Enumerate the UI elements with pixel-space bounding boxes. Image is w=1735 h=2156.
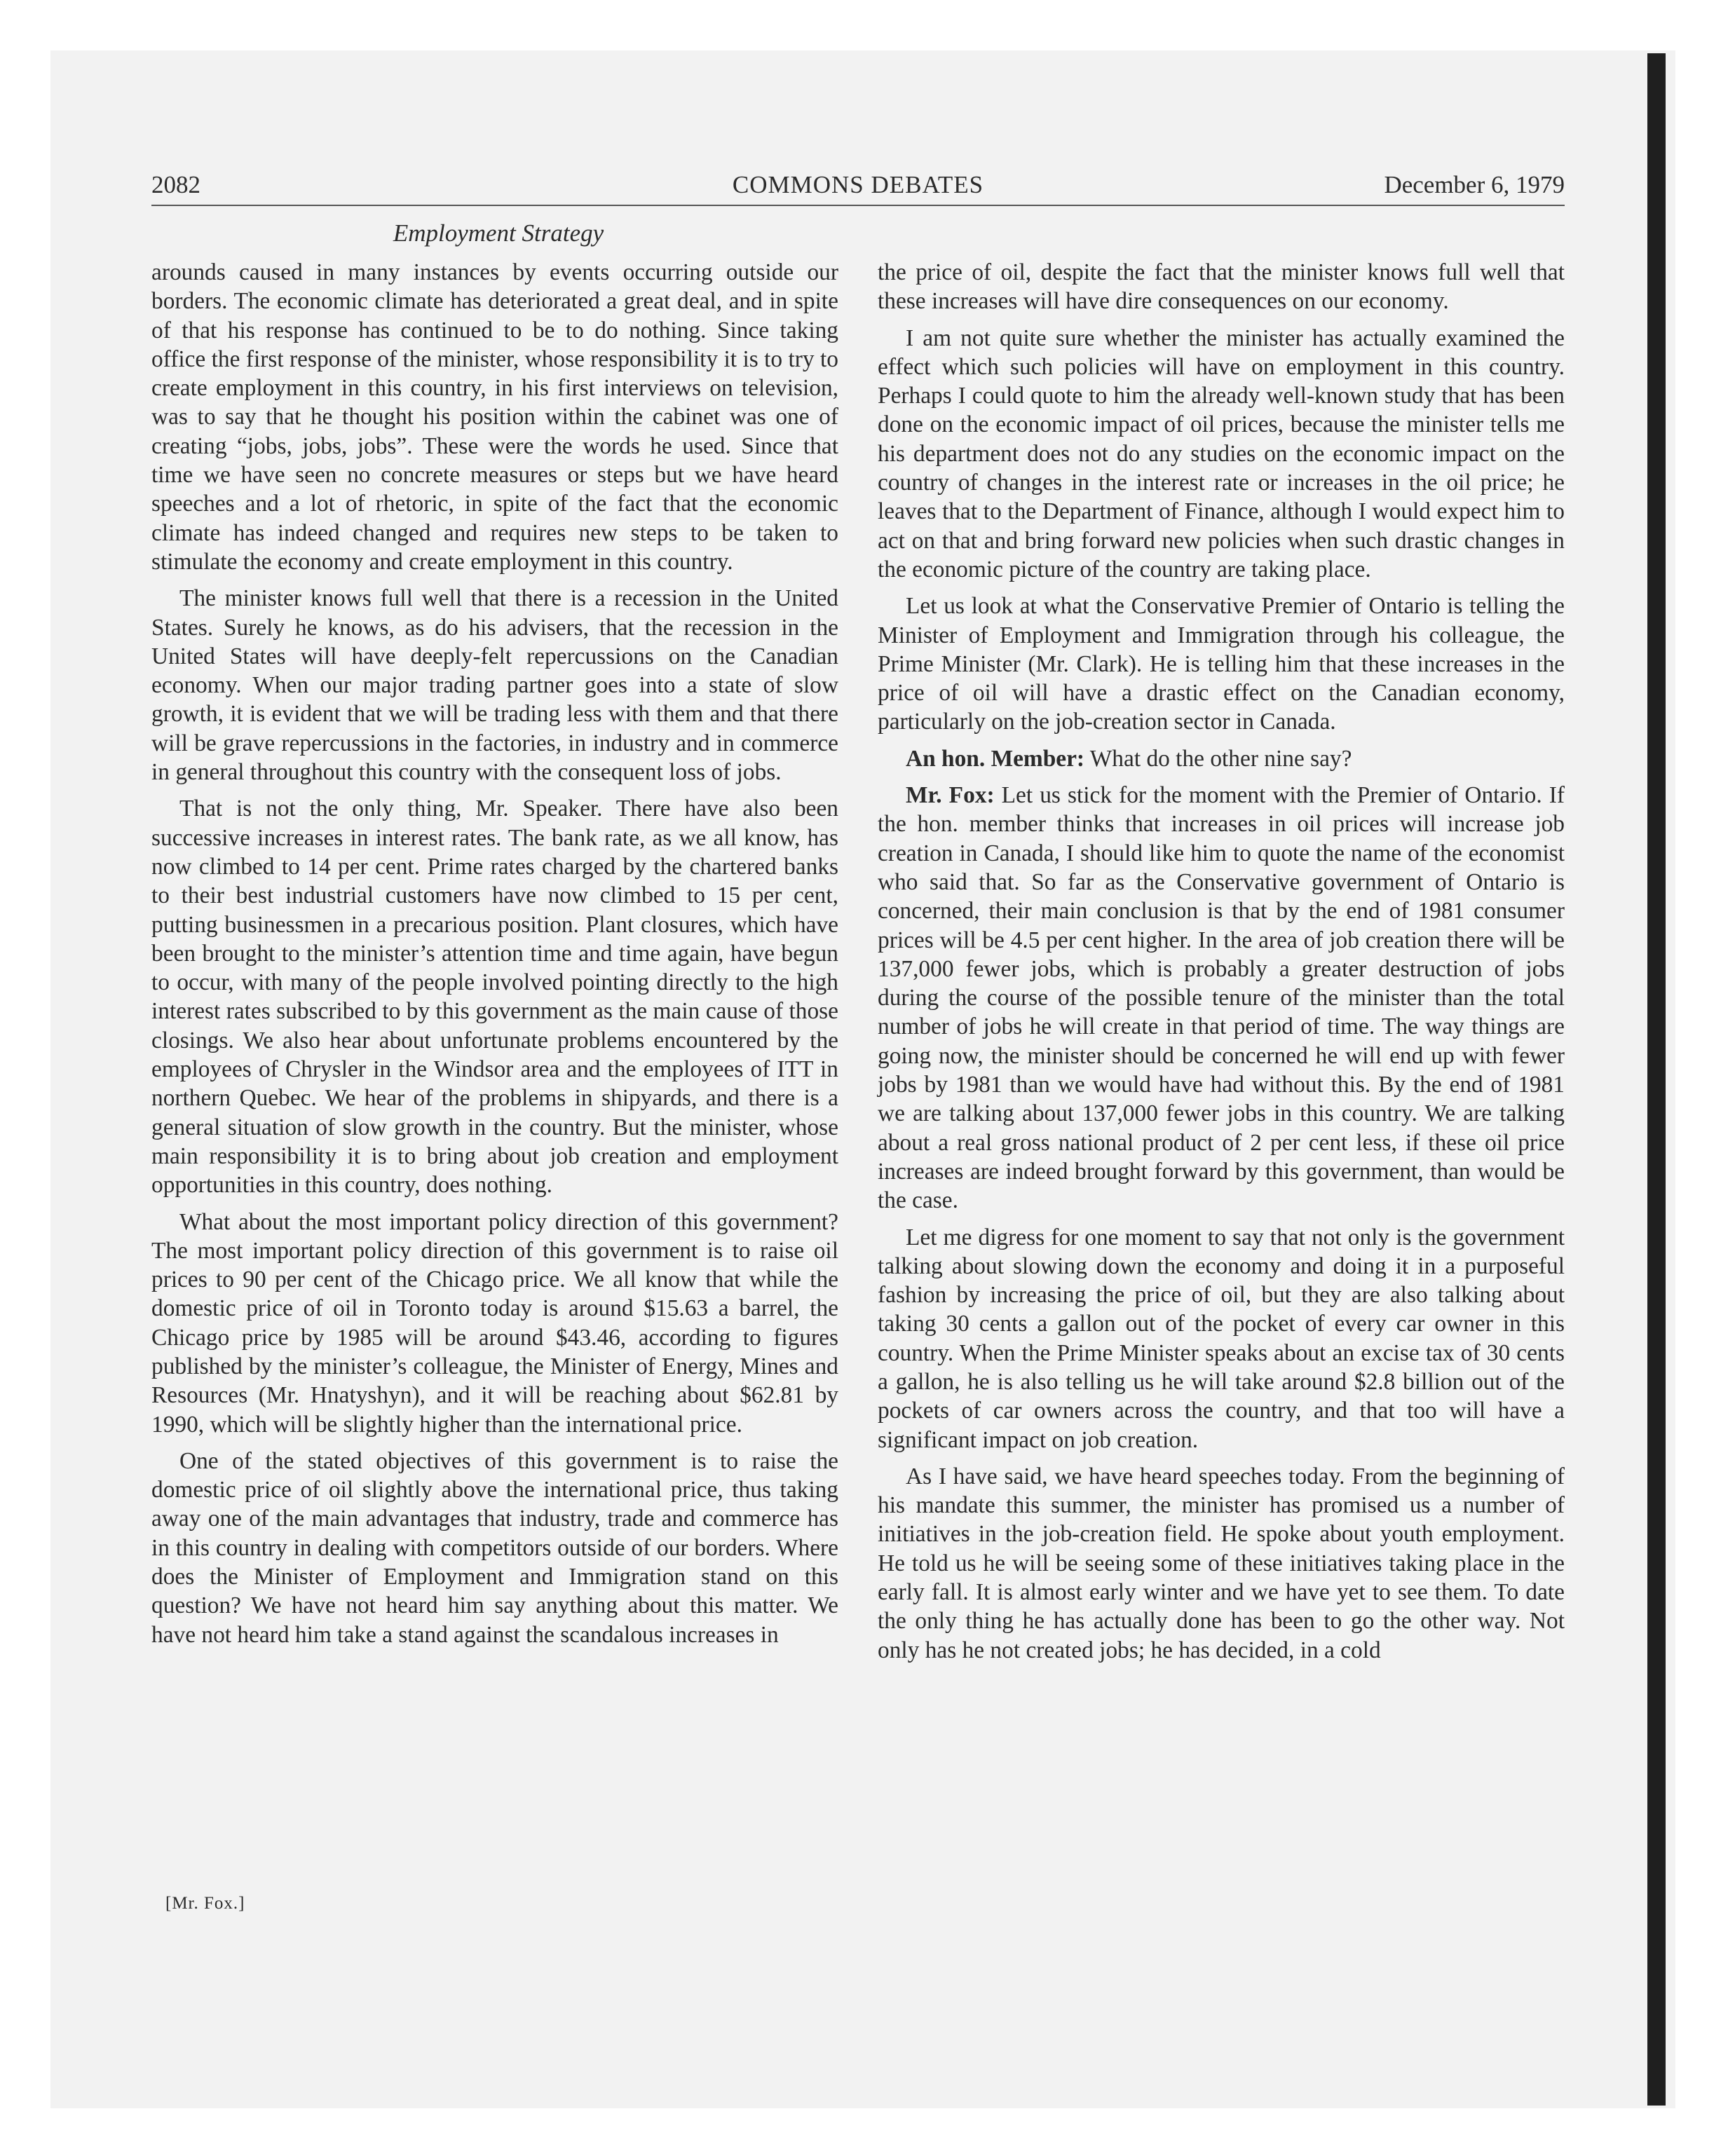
paragraph: the price of oil, despite the fact that the minister knows full well that these increases will have dire consequences on our economy.	[878, 259, 1565, 315]
left-column	[151, 258, 838, 1657]
speaker-name: An hon. Member:	[906, 745, 1085, 772]
page-number: 2082	[151, 171, 200, 198]
paragraph: What about the most important policy direction of this government? The most important policy direction of this government is to raise oil prices to 90 per cent of the Chicago price. We all know that while the domestic price of oil in Toronto today is around $15.63 a barrel, the Chicago price by 1985 will be around $43.46, according to figures published by the minister’s colleague, the Minister of Energy, Mines and Resources (Mr. Hnatyshyn), and it will be reaching about $62.81 by 1990, which will be slightly higher than the international price.	[151, 1208, 838, 1438]
speaker-name: Mr. Fox:	[906, 782, 995, 809]
page-header	[151, 167, 1565, 203]
paragraph: arounds caused in many instances by events occurring outside our borders. The economic climate has deteriorated a great deal, and in spite of that his response has continued to be to do nothing. Since taking office the first response of the minister, whose responsibility it is to try to create employment in this country, in his first interviews on television, was to say that he thought his position within the cabinet was one of creating “jobs, jobs, jobs”. These were the words he used. Since that time we have seen no concrete measures or steps but we have heard speeches and a lot of rhetoric, in spite of the fact that the economic climate has indeed changed and requires new steps to be taken to stimulate the economy and create employment in this country.	[151, 259, 838, 575]
speech-paragraph	[878, 781, 1565, 1215]
paragraph: Let me digress for one moment to say that not only is the government talking about slowing down the economy and doing it in a purposeful fashion by increasing the price of oil, but they are also talking about taking 30 cents a gallon out of the pocket of every car owner in this country. When the Prime Minister speaks about an excise tax of 30 cents a gallon, he is also telling us he will take around $2.8 billion out of the pockets of car owners across the country, and that too will have a significant impact on job creation.	[878, 1224, 1565, 1453]
right-column	[878, 258, 1565, 1672]
paragraph: That is not the only thing, Mr. Speaker. There have also been successive increases in interest rates. The bank rate, as we all know, has now climbed to 14 per cent. Prime rates charged by the chartered banks to their best industrial customers have now climbed to 15 per cent, putting businessmen in a precarious position. Plant closures, which have been brought to the minister’s attention time and time again, have begun to occur, with many of the people involved pointing directly to the high interest rates subscribed to by this government as the main cause of those closings. We also hear about unfortunate problems encountered by the employees of Chrysler in the Windsor area and the employees of ITT in northern Quebec. We hear of the problems in shipyards, and there is a general situation of slow growth in the country. But the minister, whose main responsibility it is to bring about job creation and employment opportunities in this country, does nothing.	[151, 796, 838, 1199]
paragraph: One of the stated objectives of this government is to raise the domestic price of oil slightly above the international price, thus taking away one of the main advantages that industry, trade and commerce has in this country in dealing with competitors outside of our borders. Where does the Minister of Employment and Immigration stand on this question? We have not heard him say anything about this matter. We have not heard him take a stand against the scandalous increases in	[151, 1447, 838, 1648]
issue-date: December 6, 1979	[1384, 171, 1565, 198]
paragraph: The minister knows full well that there is a recession in the United States. Surely he knows, as do his advisers, that the recession in the United States will have deeply-felt repercussions on the Canadian economy. When our major trading partner goes into a state of slow growth, it is evident that we will be trading less with them and that there will be grave repercussions in the factories, in industry and in commerce in general throughout this country with the consequent loss of jobs.	[151, 585, 838, 786]
scan-edge-bar	[1647, 53, 1666, 2106]
paragraph: As I have said, we have heard speeches today. From the beginning of his mandate this summer, the minister has promised us a number of initiatives in the job-creation field. He spoke about youth employment. He told us he will be seeing some of these initiatives taking place in the early fall. It is almost early winter and we have yet to see them. To date the only thing he has actually done has been to go the other way. Not only has he not created jobs; he has decided, in a cold	[878, 1463, 1565, 1663]
header-rule	[151, 205, 1565, 206]
speaker-attribution: [Mr. Fox.]	[165, 1894, 245, 1913]
journal-title: COMMONS DEBATES	[732, 171, 984, 198]
speech-text: Let us stick for the moment with the Premier of Ontario. If the hon. member thinks that increases in oil prices will increase job creation in Canada, I should like him to quote the name of the economist who said that. So far as the Conservative government of Ontario is concerned, their main conclusion is that by the end of 1981 consumer prices will be 4.5 per cent higher. In the area of job creation there will be 137,000 fewer jobs, which is probably a greater destruction of jobs during the course of the possible tenure of the minister than the total number of jobs he will create in that period of time. The way things are going now, the minister should be concerned he will end up with fewer jobs by 1981 than we would have had without this. By the end of 1981 we are talking about 137,000 fewer jobs in this country. We are talking about a real gross national product of 2 per cent less, if these oil price increases are indeed brought forward by this government, than would be the case.	[878, 782, 1565, 1214]
paragraph: Let us look at what the Conservative Premier of Ontario is telling the Minister of Employment and Immigration through his colleague, the Prime Minister (Mr. Clark). He is telling him that these increases in the price of oil will have a drastic effect on the Canadian economy, particularly on the job-creation sector in Canada.	[878, 593, 1565, 735]
section-title: Employment Strategy	[393, 219, 604, 247]
speech-text: What do the other nine say?	[1084, 745, 1352, 772]
speech-paragraph	[878, 744, 1565, 773]
paragraph: I am not quite sure whether the minister has actually examined the effect which such policies will have on employment in this country. Perhaps I could quote to him the already well-known study that has been done on the economic impact of oil prices, because the minister tells me his department does not do any studies on the economic impact on the country of changes in the interest rate or increases in the oil price; he leaves that to the Department of Finance, although I would expect him to act on that and bring forward new policies when such drastic changes in the economic picture of the country are taking place.	[878, 325, 1565, 582]
